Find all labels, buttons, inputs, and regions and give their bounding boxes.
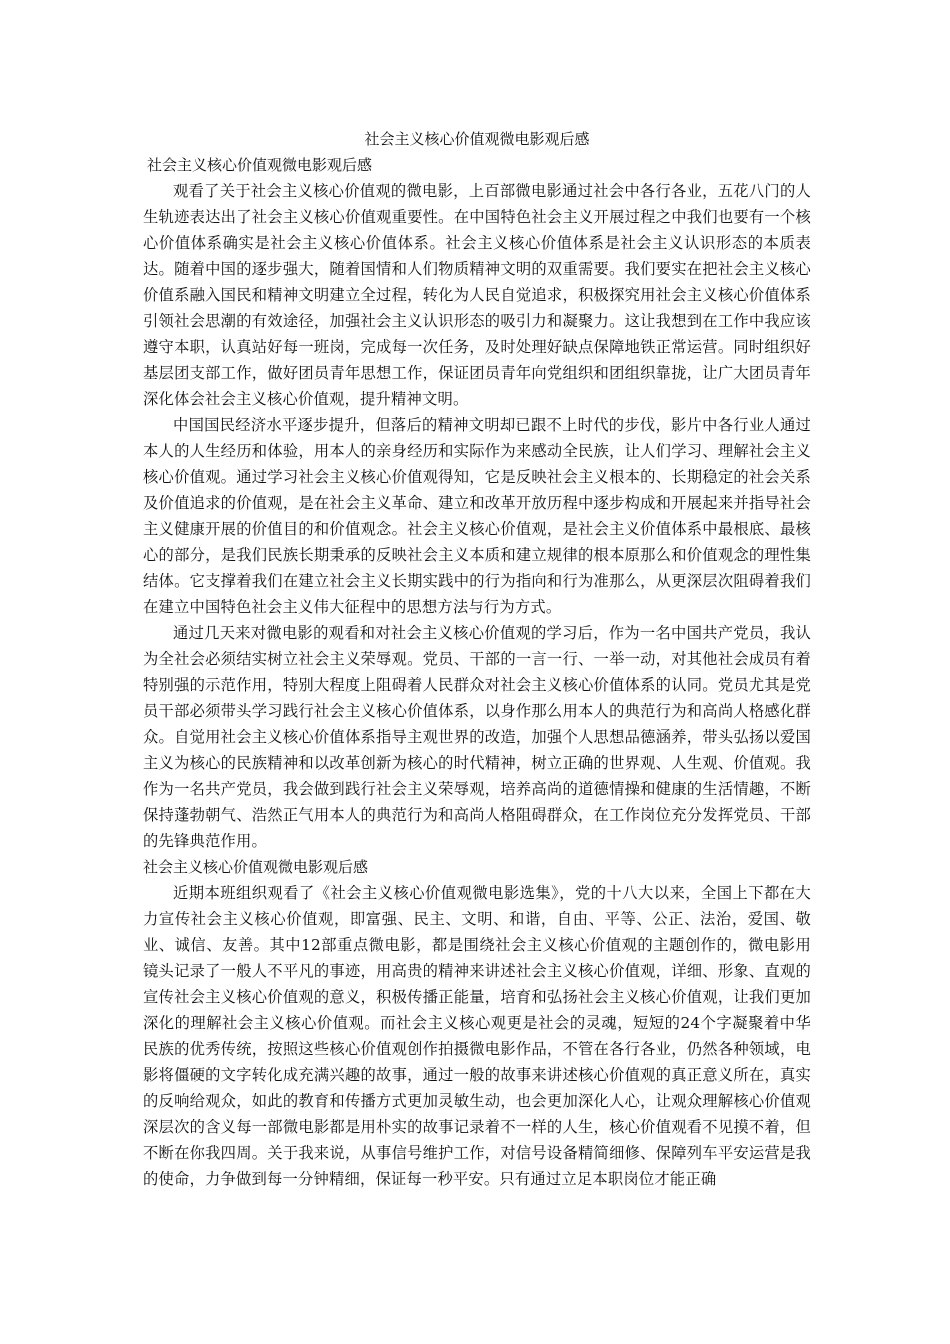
- paragraph: 近期本班组织观看了《社会主义核心价值观微电影选集》，党的十八大以来，全国上下都在大力宣传社会主义核心价值观，即富强、民主、文明、和谐，自由、平等、公正、法治，爱国、敬业、诚信、友善。其中12部重点微电影，都是围绕社会主义核心价值观的主题创作的，微电影用镜头记录了一般人不平凡的事迹，用高贵的精神来讲述社会主义核心价值观，详细、形象、直观的宣传社会主义核心价值观的意义，积极传播正能量，培育和弘扬社会主义核心价值观，让我们更加深化的理解社会主义核心价值观。而社会主义核心观更是社会的灵魂，短短的24个字凝聚着中华民族的优秀传统，按照这些核心价值观创作拍摄微电影作品，不管在各行各业，仍然各种领域，电影将僵硬的文字转化成充满兴趣的故事，通过一般的故事来讲述核心价值观的真正意义所在，真实的反响给观众，如此的教育和传播方式更加灵敏生动，也会更加深化人心，让观众理解核心价值观深层次的含义每一部微电影都是用朴实的故事记录着不一样的人生，核心价值观看不见摸不着，但不断在你我四周。关于我来说，从事信号维护工作，对信号设备精简细修、保障列车平安运营是我的使命，力争做到每一分钟精细，保证每一秒平安。只有通过立足本职岗位才能正确: [143, 884, 811, 1188]
- paragraph: 中国国民经济水平逐步提升，但落后的精神文明却已跟不上时代的步伐，影片中各行业人通过本人的人生经历和体验，用本人的亲身经历和实际作为来感动全民族，让人们学习、理解社会主义核心价值观。通过学习社会主义核心价值观得知，它是反映社会主义根本的、长期稳定的社会关系及价值追求的价值观，是在社会主义革命、建立和改革开放历程中逐步构成和开展起来并指导社会主义健康开展的价值目的和价值观念。社会主义核心价值观，是社会主义价值体系中最根底、最核心的部分，是我们民族长期秉承的反映社会主义本质和建立规律的根本原那么和价值观念的理性集结体。它支撑着我们在建立社会主义长期实践中的行为指向和行为准那么，从更深层次阻碍着我们在建立中国特色社会主义伟大征程中的思想方法与行为方式。: [143, 416, 811, 616]
- document-page: [143, 126, 811, 1192]
- document-title: 社会主义核心价值观微电影观后感: [364, 130, 590, 148]
- paragraph: 通过几天来对微电影的观看和对社会主义核心价值观的学习后，作为一名中国共产党员，我认为全社会必须结实树立社会主义荣辱观。党员、干部的一言一行、一举一动，对其他社会成员有着特别强的示范作用，特别大程度上阻碍着人民群众对社会主义核心价值体系的认同。党员尤其是党员干部必须带头学习践行社会主义核心价值体系，以身作那么用本人的典范行为和高尚人格感化群众。自觉用社会主义核心价值体系指导主观世界的改造，加强个人思想品德涵养，带头弘扬以爱国主义为核心的民族精神和以改革创新为核心的时代精神，树立正确的世界观、人生观、价值观。我作为一名共产党员，我会做到践行社会主义荣辱观，培养高尚的道德情操和健康的生活情趣，不断保持蓬勃朝气、浩然正气用本人的典范行为和高尚人格阻碍群众，在工作岗位充分发挥党员、干部的先锋典范作用。: [143, 624, 811, 850]
- section-heading: 社会主义核心价值观微电影观后感: [143, 858, 369, 876]
- paragraph: 观看了关于社会主义核心价值观的微电影，上百部微电影通过社会中各行各业，五花八门的人生轨迹表达出了社会主义核心价值观重要性。在中国特色社会主义开展过程之中我们也要有一个核心价值体系确实是社会主义核心价值体系。社会主义核心价值体系是社会主义认识形态的本质表达。随着中国的逐步强大，随着国情和人们物质精神文明的双重需要。我们要实在把社会主义核心价值系融入国民和精神文明建立全过程，转化为人民自觉追求，积极探究用社会主义核心价值体系引领社会思潮的有效途径，加强社会主义认识形态的吸引力和凝聚力。这让我想到在工作中我应该遵守本职，认真站好每一班岗，完成每一次任务，及时处理好缺点保障地铁正常运营。同时组织好基层团支部工作，做好团员青年思想工作，保证团员青年向党组织和团组织靠拢，让广大团员青年深化体会社会主义核心价值观，提升精神文明。: [143, 182, 811, 408]
- section-heading: 社会主义核心价值观微电影观后感: [147, 156, 373, 174]
